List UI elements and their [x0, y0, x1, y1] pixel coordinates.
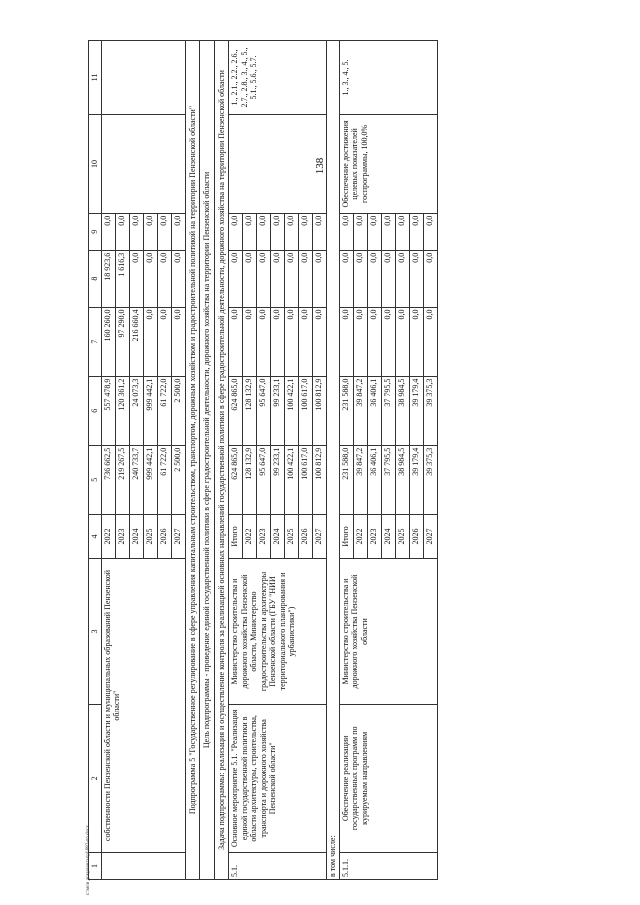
amount-cell: 97 290,0	[116, 307, 130, 376]
amount-cell: 0,0	[339, 250, 353, 307]
table-row	[229, 41, 243, 880]
amount-cell: 0,0	[409, 250, 423, 307]
year-cell: 2024	[271, 514, 285, 558]
amount-cell: 0,0	[158, 307, 172, 376]
subprogram-title-row	[186, 41, 200, 880]
rotated-table-frame	[88, 40, 534, 880]
amount-cell: 0,0	[299, 250, 313, 307]
amount-cell: 0,0	[313, 250, 327, 307]
amount-cell: 36 406,1	[367, 376, 381, 445]
amount-cell: 37 795,5	[381, 445, 395, 514]
amount-cell: 0,0	[271, 307, 285, 376]
amount-cell: 0,0	[271, 250, 285, 307]
amount-cell: 999 442,1	[144, 376, 158, 445]
year-cell: 2024	[381, 514, 395, 558]
amount-cell: 0,0	[130, 250, 144, 307]
amount-cell: 0,0	[367, 250, 381, 307]
amount-cell: 0,0	[158, 213, 172, 250]
amount-cell: 0,0	[229, 213, 243, 250]
amount-cell: 557 478,9	[102, 376, 116, 445]
amount-cell: 0,0	[144, 213, 158, 250]
amount-cell: 0,0	[243, 250, 257, 307]
row-result	[102, 115, 186, 214]
amount-cell: 0,0	[367, 307, 381, 376]
amount-cell: 61 722,0	[158, 445, 172, 514]
col-num-9: 9	[89, 213, 102, 250]
amount-cell: 0,0	[409, 307, 423, 376]
year-cell: 2025	[144, 514, 158, 558]
amount-cell: 39 847,2	[353, 445, 367, 514]
amount-cell: 0,0	[353, 250, 367, 307]
amount-cell: 100 812,9	[313, 445, 327, 514]
column-number-row	[89, 41, 102, 880]
amount-cell: 231 588,0	[339, 445, 353, 514]
subprogram-goal-row	[200, 41, 214, 880]
amount-cell: 36 406,1	[367, 445, 381, 514]
amount-cell: 100 617,0	[299, 445, 313, 514]
year-cell: 2026	[409, 514, 423, 558]
row-indicators: 1., 3., 4., 5.	[339, 41, 437, 115]
amount-cell: 0,0	[102, 213, 116, 250]
amount-cell: 100 422,1	[285, 376, 299, 445]
amount-cell: 0,0	[144, 250, 158, 307]
year-cell: 2027	[313, 514, 327, 558]
amount-cell: 0,0	[299, 213, 313, 250]
year-cell: 2023	[116, 514, 130, 558]
amount-cell: 624 865,0	[229, 445, 243, 514]
amount-cell: 0,0	[353, 213, 367, 250]
amount-cell: 0,0	[367, 213, 381, 250]
year-cell: 2027	[423, 514, 437, 558]
subprogram-task-row	[214, 41, 228, 880]
row-number: 5.1.1.	[339, 852, 437, 879]
amount-cell: 99 233,1	[271, 376, 285, 445]
amount-cell: 39 179,4	[409, 445, 423, 514]
year-cell: 2027	[172, 514, 186, 558]
year-cell: 2022	[353, 514, 367, 558]
year-cell: 2025	[395, 514, 409, 558]
amount-cell: 0,0	[130, 213, 144, 250]
amount-cell: 100 422,1	[285, 445, 299, 514]
amount-cell: 0,0	[381, 250, 395, 307]
col-num-1: 1	[89, 852, 102, 879]
row-indicators: 1., 2.1., 2.2., 2.6., 2.7., 2.8., 3., 4., 5., 5.1., 5.6., 5.7.	[229, 41, 327, 115]
amount-cell: 39 375,3	[423, 445, 437, 514]
amount-cell: 0,0	[423, 250, 437, 307]
row-result	[229, 115, 327, 214]
col-num-3: 3	[89, 559, 102, 705]
amount-cell: 231 588,0	[339, 376, 353, 445]
in-that-number-row	[327, 41, 339, 880]
amount-cell: 39 375,3	[423, 376, 437, 445]
row-executor: Министерство строительства и дорожного хозяйства Пензенской области, Министерство градостроительства и архитектуры Пензенской области (ГБУ "НИИ территориального планирования и урбанистики")	[229, 559, 327, 705]
amount-cell: 18 923,6	[102, 250, 116, 307]
amount-cell: 0,0	[285, 307, 299, 376]
amount-cell: 0,0	[257, 213, 271, 250]
col-num-6: 6	[89, 376, 102, 445]
program-table	[88, 40, 438, 880]
amount-cell: 100 617,0	[299, 376, 313, 445]
amount-cell: 0,0	[313, 213, 327, 250]
year-cell: Итого	[229, 514, 243, 558]
amount-cell: 0,0	[395, 213, 409, 250]
amount-cell: 0,0	[339, 307, 353, 376]
year-cell: 2022	[243, 514, 257, 558]
amount-cell: 100 812,9	[313, 376, 327, 445]
amount-cell: 0,0	[395, 307, 409, 376]
row-number: 5.1.	[229, 852, 327, 879]
amount-cell: 37 795,5	[381, 376, 395, 445]
amount-cell: 39 847,2	[353, 376, 367, 445]
year-cell: 2022	[102, 514, 116, 558]
amount-cell: 2 500,0	[172, 445, 186, 514]
subprogram-title: Подпрограмма 5 "Государственное регулирование в сфере управления капитальным строительством, транспортом, дорожным хозяйством и градостроительной политикой на территории Пензенской области"	[186, 41, 200, 880]
subprogram-goal: Цель подпрограммы - проведение единой государственной политики в сфере градостроительной деятельности, дорожного хозяйства на территории Пензенской области	[200, 41, 214, 880]
col-num-2: 2	[89, 704, 102, 852]
table-row	[339, 41, 353, 880]
col-num-10: 10	[89, 115, 102, 214]
row-executor: Министерство строительства и дорожного хозяйства Пензенской области	[339, 559, 437, 705]
amount-cell: 38 984,5	[395, 376, 409, 445]
col-num-4: 4	[89, 514, 102, 558]
row-name: Обеспечение реализации государственных программ по курируемым направлениям	[339, 704, 437, 852]
year-cell: 2025	[285, 514, 299, 558]
col-num-7: 7	[89, 307, 102, 376]
page-number: 138	[314, 157, 326, 175]
amount-cell: 0,0	[229, 307, 243, 376]
year-cell: 2024	[130, 514, 144, 558]
amount-cell: 38 984,5	[395, 445, 409, 514]
amount-cell: 0,0	[144, 307, 158, 376]
row-indicators	[102, 41, 186, 115]
amount-cell: 0,0	[257, 250, 271, 307]
amount-cell: 0,0	[172, 250, 186, 307]
year-cell: 2023	[367, 514, 381, 558]
amount-cell: 219 267,5	[116, 445, 130, 514]
col-num-11: 11	[89, 41, 102, 115]
col-num-5: 5	[89, 445, 102, 514]
amount-cell: 999 442,1	[144, 445, 158, 514]
block2-body	[229, 41, 327, 880]
amount-cell: 0,0	[353, 307, 367, 376]
row-result: Обеспечение достижения целевых показателей госпрограммы, 100,0%	[339, 115, 437, 214]
amount-cell: 0,0	[339, 213, 353, 250]
year-cell: 2023	[257, 514, 271, 558]
row-name: Основное мероприятие 5.1. "Реализация единой государственной политики в области архитектуры, строительства, транспорта и дорожного хозяйства Пензенской области"	[229, 704, 327, 852]
amount-cell: 0,0	[395, 250, 409, 307]
amount-cell: 128 132,9	[243, 445, 257, 514]
amount-cell: 99 233,1	[271, 445, 285, 514]
block3-body	[339, 41, 437, 880]
amount-cell: 0,0	[257, 307, 271, 376]
in-that-number: в том числе:	[327, 41, 339, 880]
subprogram-task: Задача подпрограммы: реализация и осуществление контроля за реализацией основных направлений государственной политики в сфере градостроительной деятельности, дорожного хозяйства на территории Пензенской области	[214, 41, 228, 880]
year-cell: 2026	[299, 514, 313, 558]
amount-cell: 120 361,2	[116, 376, 130, 445]
amount-cell: 0,0	[423, 307, 437, 376]
row-name: собственности Пензенской области и муниципальных образований Пензенской области"	[102, 559, 186, 853]
amount-cell: 0,0	[381, 213, 395, 250]
row-number	[102, 852, 186, 879]
amount-cell: 0,0	[116, 213, 130, 250]
amount-cell: 240 733,7	[130, 445, 144, 514]
amount-cell: 24 073,3	[130, 376, 144, 445]
footer-path: c:\мои документы\pl\682-nn.docx	[86, 825, 91, 895]
amount-cell: 95 647,0	[257, 376, 271, 445]
amount-cell: 0,0	[243, 307, 257, 376]
year-cell: Итого	[339, 514, 353, 558]
block1-body	[102, 41, 186, 880]
amount-cell: 0,0	[158, 250, 172, 307]
amount-cell: 1 616,3	[116, 250, 130, 307]
amount-cell: 2 500,0	[172, 376, 186, 445]
amount-cell: 0,0	[229, 250, 243, 307]
amount-cell: 0,0	[313, 307, 327, 376]
table-row	[102, 41, 116, 880]
amount-cell: 128 132,9	[243, 376, 257, 445]
amount-cell: 0,0	[285, 250, 299, 307]
amount-cell: 0,0	[423, 213, 437, 250]
col-num-8: 8	[89, 250, 102, 307]
amount-cell: 0,0	[299, 307, 313, 376]
amount-cell: 0,0	[381, 307, 395, 376]
amount-cell: 0,0	[243, 213, 257, 250]
amount-cell: 61 722,0	[158, 376, 172, 445]
amount-cell: 216 660,4	[130, 307, 144, 376]
amount-cell: 736 662,5	[102, 445, 116, 514]
amount-cell: 160 260,0	[102, 307, 116, 376]
amount-cell: 0,0	[172, 213, 186, 250]
amount-cell: 0,0	[172, 307, 186, 376]
amount-cell: 0,0	[271, 213, 285, 250]
amount-cell: 0,0	[409, 213, 423, 250]
amount-cell: 39 179,4	[409, 376, 423, 445]
year-cell: 2026	[158, 514, 172, 558]
amount-cell: 0,0	[285, 213, 299, 250]
amount-cell: 624 865,0	[229, 376, 243, 445]
amount-cell: 95 647,0	[257, 445, 271, 514]
